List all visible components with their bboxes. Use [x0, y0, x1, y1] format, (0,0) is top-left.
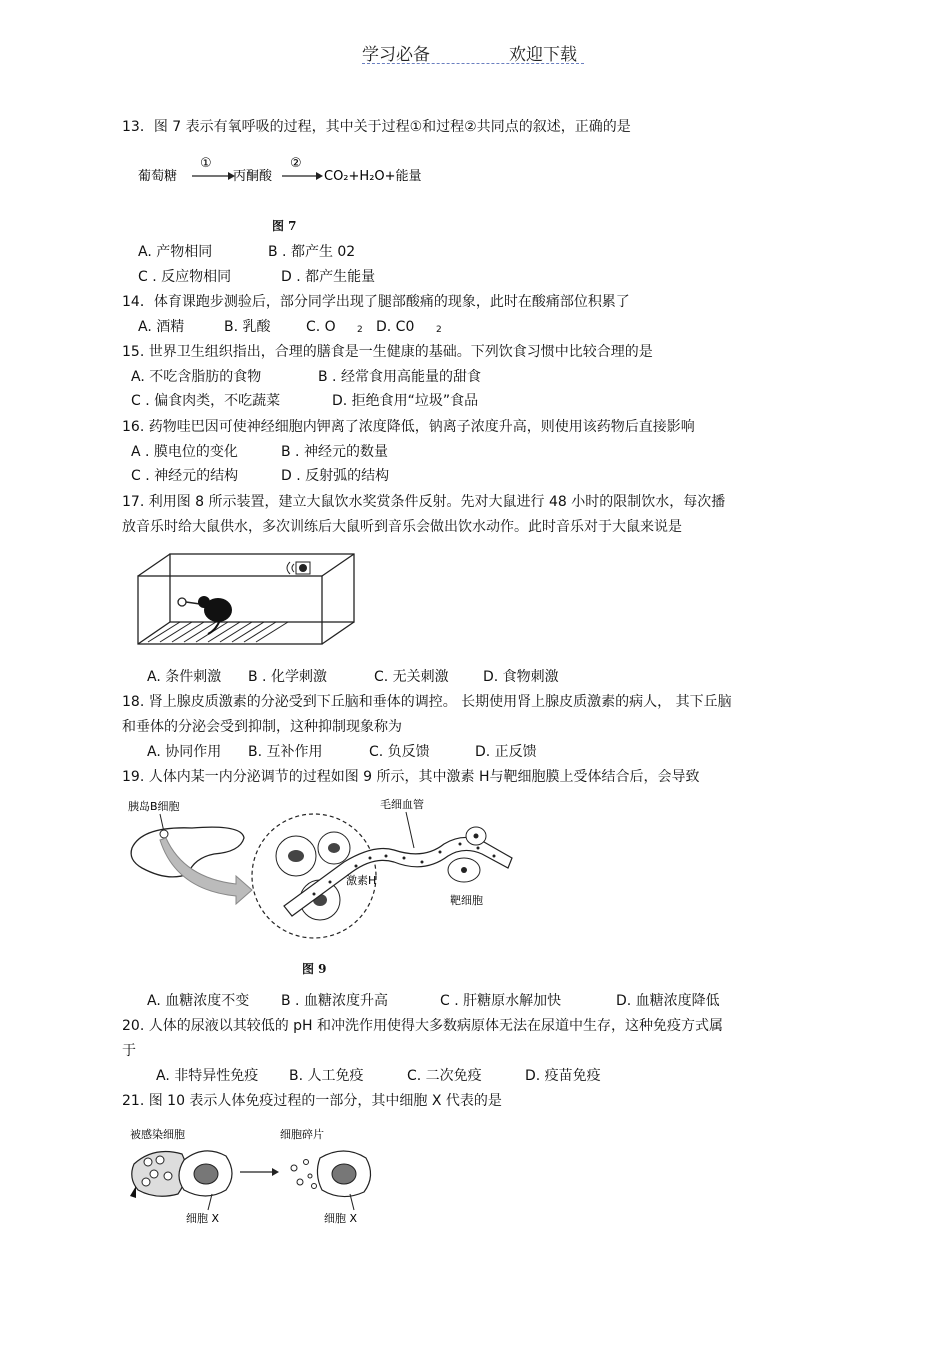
- q14-option-b: B. 乳酸: [224, 319, 271, 335]
- q20-option-c: C. 二次免疫: [407, 1068, 482, 1084]
- q17-option-d: D. 食物刺激: [483, 669, 559, 685]
- q17-stem-line1: 17. 利用图 8 所示装置，建立大鼠饮水奖赏条件反射。先对大鼠进行 48 小时的限制饮水，每次播: [122, 494, 726, 510]
- q13-stem: 13．图 7 表示有氧呼吸的过程，其中关于过程①和过程②共同点的叙述，正确的是: [122, 119, 631, 135]
- fig10-infected-cell: 被感染细胞: [130, 1128, 185, 1141]
- fig9-target-cell: 靶细胞: [450, 894, 483, 907]
- q13-option-d: D . 都产生能量: [281, 269, 376, 285]
- q13-option-c: C . 反应物相同: [138, 269, 232, 285]
- fig10-cell-debris: 细胞碎片: [280, 1128, 324, 1141]
- fig10-cell-x-right: 细胞 X: [324, 1212, 358, 1225]
- q13-option-b: B . 都产生 02: [268, 244, 356, 260]
- q20-stem-line2: 于: [122, 1043, 136, 1059]
- q21-stem: 21. 图 10 表示人体免疫过程的一部分，其中细胞 X 代表的是: [122, 1093, 502, 1109]
- figure-7-caption: 图 7: [272, 219, 297, 233]
- q14-option-d-subscript: 2: [436, 325, 442, 335]
- q20-option-b: B. 人工免疫: [289, 1068, 364, 1084]
- q16-option-d: D . 反射弧的结构: [281, 468, 390, 484]
- q17-option-c: C. 无关刺激: [374, 669, 449, 685]
- arrow-2-head: [316, 172, 323, 180]
- fig9-hormone-h: 激素H: [346, 874, 377, 887]
- q20-stem-line1: 20. 人体的尿液以其较低的 pH 和冲洗作用使得大多数病原体无法在尿道中生存，这种免疫方式属: [122, 1018, 724, 1034]
- q16-option-a: A . 膜电位的变化: [131, 444, 238, 460]
- q15-option-b: B . 经常食用高能量的甜食: [318, 369, 481, 385]
- fig7-products: CO₂+H₂O+能量: [324, 169, 422, 184]
- q20-option-a: A. 非特异性免疫: [156, 1068, 259, 1084]
- figure-8: [136, 552, 356, 652]
- fig9-islet-b-cell: 胰岛B细胞: [128, 800, 180, 813]
- header-right: 欢迎下载: [509, 45, 577, 65]
- fig9-capillary: 毛细血管: [380, 798, 424, 811]
- q15-option-d: D. 拒绝食用“垃圾”食品: [332, 393, 479, 409]
- q18-option-d: D. 正反馈: [475, 744, 537, 760]
- figure-9-caption: 图 9: [302, 962, 327, 976]
- q15-option-a: A. 不吃含脂肪的食物: [131, 369, 262, 385]
- q15-stem: 15. 世界卫生组织指出，合理的膳食是一生健康的基础。下列饮食习惯中比较合理的是: [122, 344, 653, 360]
- q16-option-c: C . 神经元的结构: [131, 468, 239, 484]
- header-left: 学习必备: [362, 45, 430, 65]
- figure-9: [124, 796, 524, 946]
- fig7-pyruvate: 丙酮酸: [233, 169, 273, 184]
- figure-7: [138, 150, 438, 195]
- q15-option-c: C . 偏食肉类，不吃蔬菜: [131, 393, 281, 409]
- q14-option-d: D. C0: [376, 319, 415, 335]
- rat-icon: [198, 596, 232, 634]
- q18-stem-line2: 和垂体的分泌会受到抑制，这种抑制现象称为: [122, 719, 402, 735]
- q18-option-b: B. 互补作用: [248, 744, 323, 760]
- q18-stem-line1: 18. 肾上腺皮质激素的分泌受到下丘脑和垂体的调控。 长期使用肾上腺皮质激素的病人， 其下丘脑: [122, 694, 732, 710]
- q19-option-c: C . 肝糖原水解加快: [440, 993, 562, 1009]
- q18-option-a: A. 协同作用: [147, 744, 222, 760]
- q14-stem: 14．体育课跑步测验后，部分同学出现了腿部酸痛的现象，此时在酸痛部位积累了: [122, 294, 630, 310]
- q20-option-d: D. 疫苗免疫: [525, 1068, 601, 1084]
- q18-option-c: C. 负反馈: [369, 744, 430, 760]
- header-divider: [362, 63, 584, 64]
- q14-option-c-subscript: 2: [357, 325, 363, 335]
- q19-option-a: A. 血糖浓度不变: [147, 993, 250, 1009]
- q17-option-a: A. 条件刺激: [147, 669, 222, 685]
- q17-stem-line2: 放音乐时给大鼠供水，多次训练后大鼠听到音乐会做出饮水动作。此时音乐对于大鼠来说是: [122, 519, 682, 535]
- fig10-cell-x-left: 细胞 X: [186, 1212, 220, 1225]
- q13-option-a: A. 产物相同: [138, 244, 213, 260]
- fig7-glucose: 葡萄糖: [138, 169, 178, 184]
- q17-option-b: B . 化学刺激: [248, 669, 327, 685]
- q14-option-c: C. O: [306, 319, 336, 335]
- q16-option-b: B . 神经元的数量: [281, 444, 388, 460]
- fig7-step-1: ①: [200, 156, 212, 171]
- q19-option-d: D. 血糖浓度降低: [616, 993, 720, 1009]
- q14-option-a: A. 酒精: [138, 319, 185, 335]
- fig7-step-2: ②: [290, 156, 302, 171]
- q16-stem: 16. 药物哇巴因可使神经细胞内钾离了浓度降低，钠离子浓度升高，则使用该药物后直接影响: [122, 419, 695, 435]
- figure-10: [124, 1124, 384, 1228]
- q19-stem: 19. 人体内某一内分泌调节的过程如图 9 所示，其中激素 H与靶细胞膜上受体结合后，会导致: [122, 769, 700, 785]
- water-bottle-icon: [178, 598, 186, 606]
- q19-option-b: B . 血糖浓度升高: [281, 993, 388, 1009]
